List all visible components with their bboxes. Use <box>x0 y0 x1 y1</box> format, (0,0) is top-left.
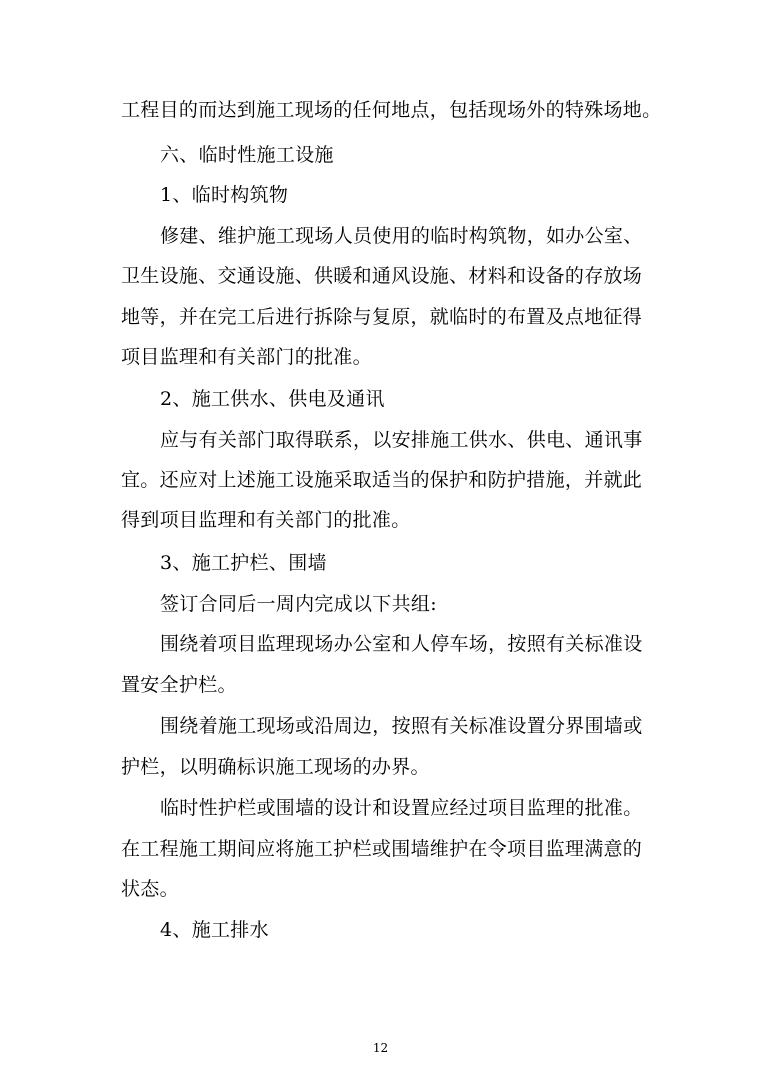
subsection-heading: 2、施工供水、供电及通讯 <box>160 388 385 410</box>
paragraph-line: 签订合同后一周内完成以下共组: <box>160 593 437 615</box>
paragraph-line: 项目监理和有关部门的批准。 <box>121 346 372 368</box>
paragraph-line: 修建、维护施工现场人员使用的临时构筑物，如办公室、 <box>160 225 643 247</box>
paragraph-line: 护栏，以明确标识施工现场的办界。 <box>121 756 430 778</box>
paragraph-line: 状态。 <box>121 878 179 900</box>
subsection-heading: 3、施工护栏、围墙 <box>160 552 327 574</box>
paragraph-line: 围绕着项目监理现场办公室和人停车场，按照有关标准设 <box>160 633 643 655</box>
paragraph-line: 得到项目监理和有关部门的批准。 <box>121 509 411 531</box>
paragraph-line: 卫生设施、交通设施、供暖和通风设施、材料和设备的存放场 <box>121 265 643 287</box>
subsection-heading: 1、临时构筑物 <box>160 184 289 206</box>
paragraph-line: 应与有关部门取得联系，以安排施工供水、供电、通讯事 <box>160 429 643 451</box>
paragraph-line: 宜。还应对上述施工设施采取适当的保护和防护措施，并就此 <box>121 469 643 491</box>
section-heading: 六、临时性施工设施 <box>160 144 334 166</box>
paragraph-line: 工程目的而达到施工现场的任何地点，包括现场外的特殊场地。 <box>121 99 662 121</box>
page-number: 12 <box>372 1041 389 1055</box>
paragraph-line: 在工程施工期间应将施工护栏或围墙维护在令项目监理满意的 <box>121 838 643 860</box>
paragraph-line: 临时性护栏或围墙的设计和设置应经过项目监理的批准。 <box>160 797 643 819</box>
paragraph-line: 围绕着施工现场或沿周边，按照有关标准设置分界围墙或 <box>160 715 643 737</box>
paragraph-line: 置安全护栏。 <box>121 674 237 696</box>
paragraph-line: 地等，并在完工后进行拆除与复原，就临时的布置及点地征得 <box>121 306 643 328</box>
subsection-heading: 4、施工排水 <box>160 919 269 941</box>
